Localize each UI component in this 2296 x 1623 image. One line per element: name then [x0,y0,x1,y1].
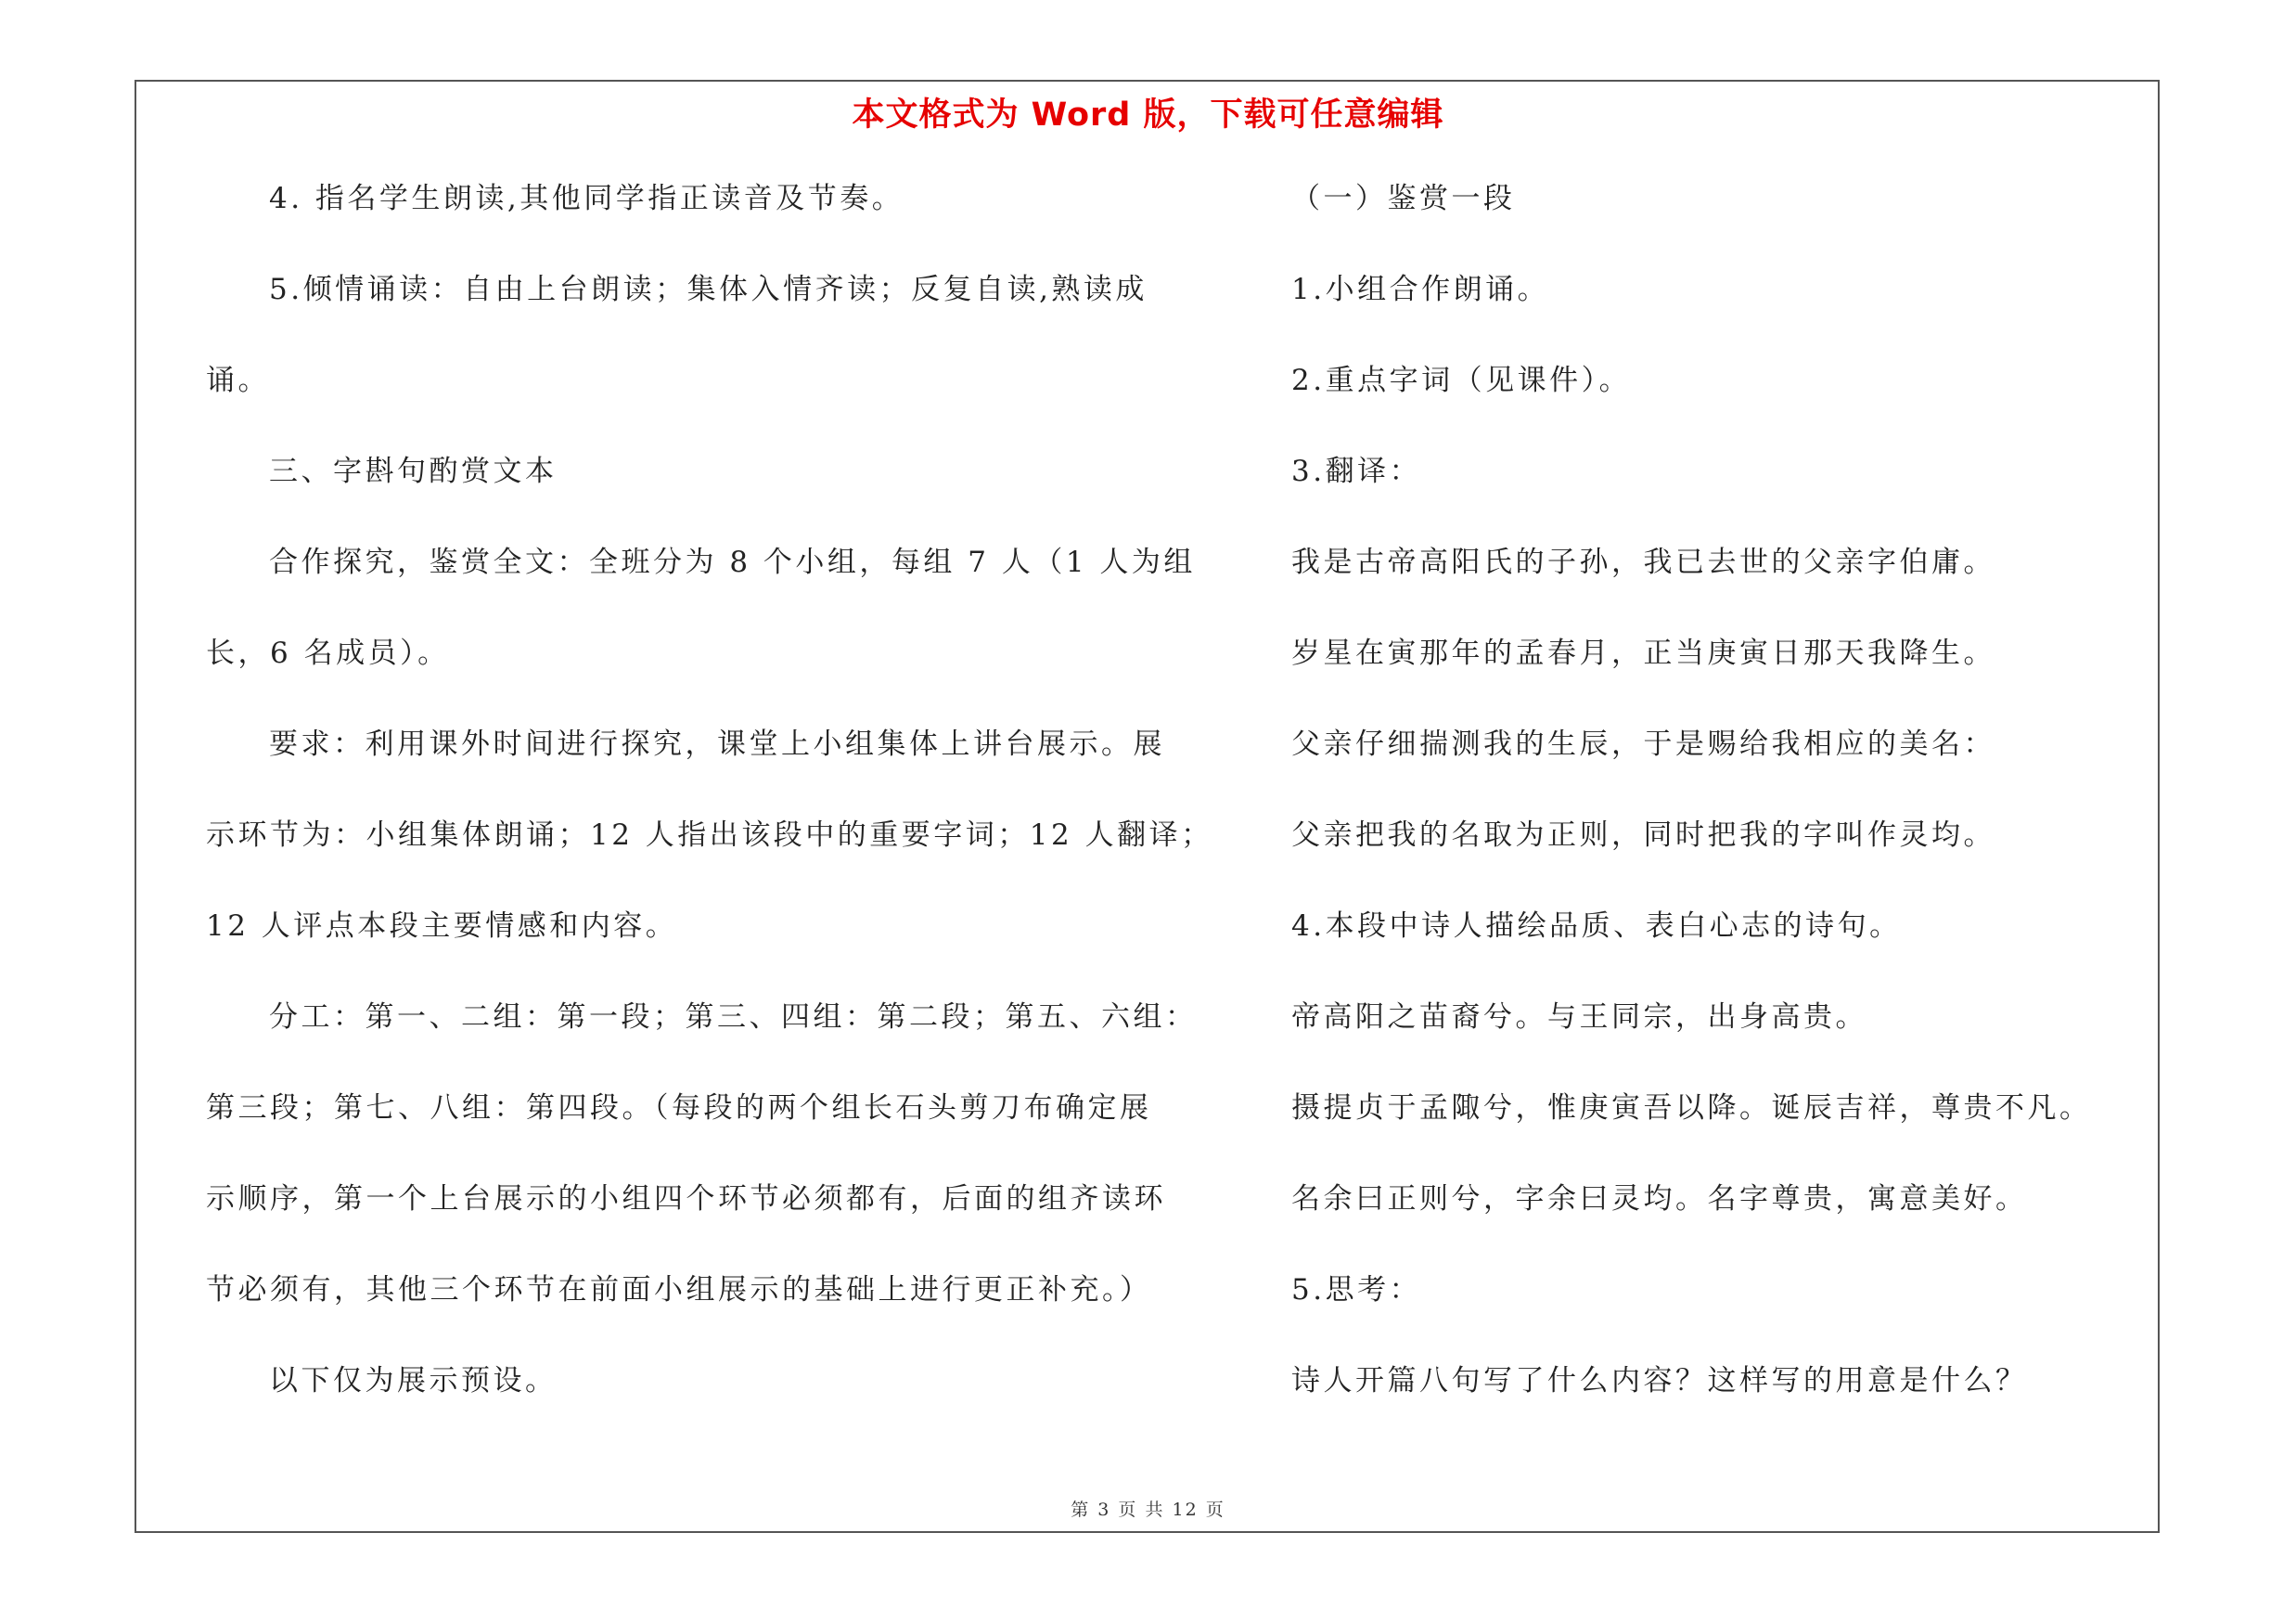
left-line-14: 以下仅为展示预设。 [269,1364,558,1398]
right-line-6: 岁星在寅那年的孟春月，正当庚寅日那天我降生。 [1291,637,1995,670]
right-line-3: 2.重点字词（见课件）。 [1291,364,1632,397]
left-line-11: 第三段；第七、八组：第四段。（每段的两个组长石头剪刀布确定展 [206,1091,1152,1125]
left-line-5: 合作探究，鉴赏全文：全班分为 8 个小组，每组 7 人（1 人为组 [269,546,1196,579]
right-line-8: 父亲把我的名取为正则，同时把我的字叫作灵均。 [1291,818,1995,852]
right-line-4: 3.翻译： [1291,455,1422,488]
left-line-7: 要求：利用课外时间进行探究，课堂上小组集体上讲台展示。展 [269,728,1165,761]
right-line-12: 名余曰正则兮，字余曰灵均。名字尊贵，寓意美好。 [1291,1182,2028,1216]
left-line-9: 12 人评点本段主要情感和内容。 [206,909,678,943]
right-line-1: （一）鉴赏一段 [1291,182,1516,215]
left-line-6: 长，6 名成员）。 [206,637,450,670]
left-line-8: 示环节为：小组集体朗诵；12 人指出该段中的重要字词；12 人翻译； [206,818,1213,852]
right-line-13: 5.思考： [1291,1273,1422,1307]
right-line-14: 诗人开篇八句写了什么内容？这样写的用意是什么？ [1291,1364,2028,1398]
right-line-10: 帝高阳之苗裔兮。与王同宗，出身高贵。 [1291,1000,1867,1034]
right-line-5: 我是古帝高阳氏的子孙，我已去世的父亲字伯庸。 [1291,546,1995,579]
left-line-12: 示顺序，第一个上台展示的小组四个环节必须都有，后面的组齐读环 [206,1182,1166,1216]
right-line-7: 父亲仔细揣测我的生辰，于是赐给我相应的美名： [1291,728,1995,761]
page-number-footer: 第 3 页 共 12 页 [1071,1500,1225,1520]
left-line-3: 诵。 [206,364,270,397]
right-line-11: 摄提贞于孟陬兮，惟庚寅吾以降。诞辰吉祥，尊贵不凡。 [1291,1091,2092,1125]
left-line-4: 三、字斟句酌赏文本 [269,455,558,488]
left-line-1: 4. 指名学生朗读,其他同学指正读音及节奏。 [269,182,904,215]
right-line-2: 1.小组合作朗诵。 [1291,273,1550,306]
left-line-10: 分工：第一、二组：第一段；第三、四组：第二段；第五、六组： [269,1000,1198,1034]
left-line-13: 节必须有，其他三个环节在前面小组展示的基础上进行更正补充。） [206,1273,1152,1307]
left-line-2: 5.倾情诵读：自由上台朗读；集体入情齐读；反复自读,熟读成 [269,273,1148,306]
right-line-9: 4.本段中诗人描绘品质、表白心志的诗句。 [1291,909,1902,943]
word-format-banner: 本文格式为 Word 版，下载可任意编辑 [852,97,1444,134]
